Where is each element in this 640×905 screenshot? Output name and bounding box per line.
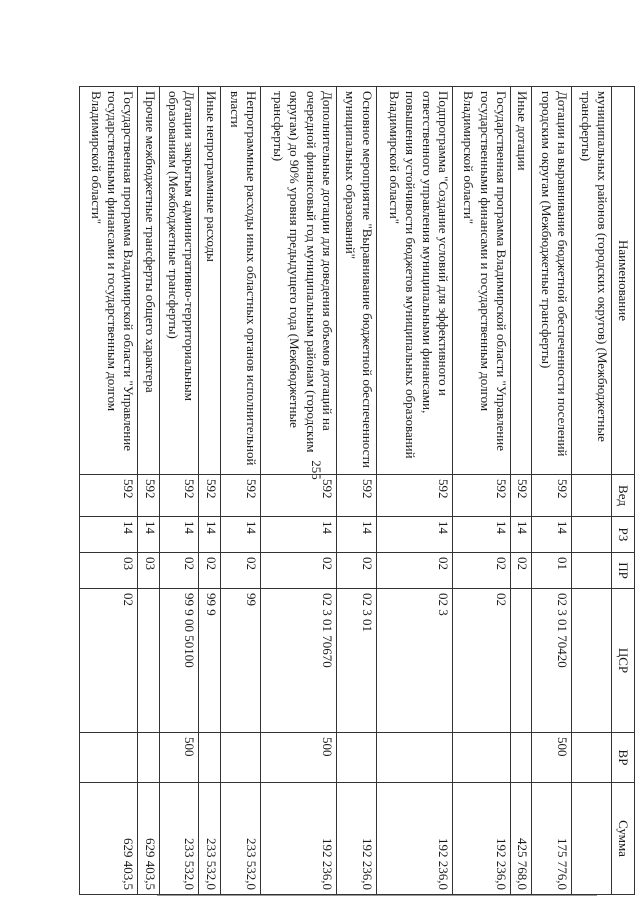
cell-sum: [572, 783, 612, 895]
table-row: [80, 87, 138, 895]
header-sum: Сумма: [612, 783, 635, 895]
cell-name: Основное мероприятие "Выравнивание бюджетной обеспеченности муниципальных образований": [336, 87, 376, 475]
page-bottom-divider: [157, 895, 597, 896]
cell-csr: 02: [452, 589, 510, 733]
cell-pr: 02: [260, 553, 336, 589]
cell-sum: 192 236,0: [376, 783, 452, 895]
cell-ved: 592: [376, 475, 452, 517]
cell-ved: 592: [336, 475, 376, 517]
cell-pr: 02: [221, 553, 261, 589]
page-number: 255: [308, 460, 324, 480]
cell-sum: 629 403,5: [138, 783, 160, 895]
cell-ved: 592: [159, 475, 199, 517]
cell-vr: [199, 733, 221, 783]
budget-table: [79, 86, 635, 895]
cell-name: Иные дотации: [510, 87, 532, 475]
cell-ved: 592: [532, 475, 572, 517]
cell-csr: 02 3 01 70670: [260, 589, 336, 733]
cell-ved: 592: [138, 475, 160, 517]
cell-pr: 02: [510, 553, 532, 589]
table-row: [510, 87, 532, 895]
cell-csr: [572, 589, 612, 733]
cell-sum: 629 403,5: [80, 783, 138, 895]
cell-name: Прочие межбюджетные трансферты общего характера: [138, 87, 160, 475]
cell-rz: 14: [452, 517, 510, 553]
cell-vr: 500: [159, 733, 199, 783]
cell-ved: 592: [510, 475, 532, 517]
cell-csr: 99 9 00 50100: [159, 589, 199, 733]
cell-name: муниципальных районов (городских округов) (Межбюджетные трансферты): [572, 87, 612, 475]
cell-pr: 02: [199, 553, 221, 589]
cell-name: Иные непрограммные расходы: [199, 87, 221, 475]
table-row: [260, 87, 336, 895]
cell-rz: 14: [532, 517, 572, 553]
cell-pr: 03: [138, 553, 160, 589]
cell-pr: 02: [159, 553, 199, 589]
cell-csr: 02 3 01: [336, 589, 376, 733]
cell-vr: 500: [532, 733, 572, 783]
cell-pr: [572, 553, 612, 589]
header-name: Наименование: [612, 87, 635, 475]
cell-sum: 175 776,0: [532, 783, 572, 895]
cell-pr: 02: [452, 553, 510, 589]
cell-rz: 14: [260, 517, 336, 553]
cell-vr: [221, 733, 261, 783]
table-header-row: [612, 87, 635, 895]
cell-vr: 500: [260, 733, 336, 783]
cell-vr: [336, 733, 376, 783]
cell-csr: 02 3 01 70420: [532, 589, 572, 733]
table-row: [336, 87, 376, 895]
cell-vr: [510, 733, 532, 783]
cell-rz: 14: [159, 517, 199, 553]
cell-sum: 233 532,0: [221, 783, 261, 895]
table-row: [452, 87, 510, 895]
table-row: [138, 87, 160, 895]
cell-csr: [510, 589, 532, 733]
cell-rz: 14: [221, 517, 261, 553]
table-row: [572, 87, 612, 895]
cell-rz: 14: [199, 517, 221, 553]
cell-name: Государственная программа Владимирской области "Управление государственными финансами и государственным долгом Владимирской области": [452, 87, 510, 475]
table-row: [199, 87, 221, 895]
header-ved: Вед: [612, 475, 635, 517]
cell-rz: 14: [510, 517, 532, 553]
cell-ved: 592: [221, 475, 261, 517]
cell-ved: 592: [260, 475, 336, 517]
cell-csr: 02: [80, 589, 138, 733]
table-row: [221, 87, 261, 895]
cell-rz: 14: [138, 517, 160, 553]
header-csr: ЦСР: [612, 589, 635, 733]
cell-sum: 192 236,0: [336, 783, 376, 895]
rotated-table-container: [79, 86, 635, 894]
table-row: [376, 87, 452, 895]
cell-vr: [138, 733, 160, 783]
table-row: [159, 87, 199, 895]
cell-ved: 592: [452, 475, 510, 517]
cell-vr: [80, 733, 138, 783]
cell-csr: 99 9: [199, 589, 221, 733]
cell-pr: 02: [376, 553, 452, 589]
cell-vr: [376, 733, 452, 783]
cell-csr: [138, 589, 160, 733]
cell-sum: 192 236,0: [260, 783, 336, 895]
cell-rz: 14: [336, 517, 376, 553]
cell-sum: 233 532,0: [159, 783, 199, 895]
cell-name: Дотации закрытым административно-территориальным образованиям (Межбюджетные трансферты): [159, 87, 199, 475]
cell-sum: 425 768,0: [510, 783, 532, 895]
cell-name: Государственная программа Владимирской области "Управление государственными финансами и государственным долгом Владимирской области": [80, 87, 138, 475]
cell-name: Непрограммные расходы иных областных органов исполнительной власти: [221, 87, 261, 475]
cell-vr: [452, 733, 510, 783]
cell-rz: 14: [376, 517, 452, 553]
cell-pr: 01: [532, 553, 572, 589]
cell-ved: 592: [199, 475, 221, 517]
cell-sum: 233 532,0: [199, 783, 221, 895]
cell-name: Дополнительные дотации для доведения объемов дотаций на очередной финансовый год муниципальным районам (городским округам) до 90% уровня предыдущего года (Межбюджетные трансферты): [260, 87, 336, 475]
cell-ved: 592: [80, 475, 138, 517]
cell-name: Дотации на выравнивание бюджетной обеспеченности поселений городским округам (Межбюджетные трансферты): [532, 87, 572, 475]
table-row: [532, 87, 572, 895]
header-pr: ПР: [612, 553, 635, 589]
cell-rz: [572, 517, 612, 553]
cell-pr: 03: [80, 553, 138, 589]
header-vr: ВР: [612, 733, 635, 783]
cell-vr: [572, 733, 612, 783]
cell-pr: 02: [336, 553, 376, 589]
cell-rz: 14: [80, 517, 138, 553]
cell-name: Подпрограмма "Создание условий для эффективного и ответственного управления муниципальными финансами, повышения устойчивости бюджетов муниципальных образований Владимирской области": [376, 87, 452, 475]
cell-csr: 99: [221, 589, 261, 733]
cell-csr: 02 3: [376, 589, 452, 733]
cell-sum: 192 236,0: [452, 783, 510, 895]
cell-ved: [572, 475, 612, 517]
header-rz: РЗ: [612, 517, 635, 553]
